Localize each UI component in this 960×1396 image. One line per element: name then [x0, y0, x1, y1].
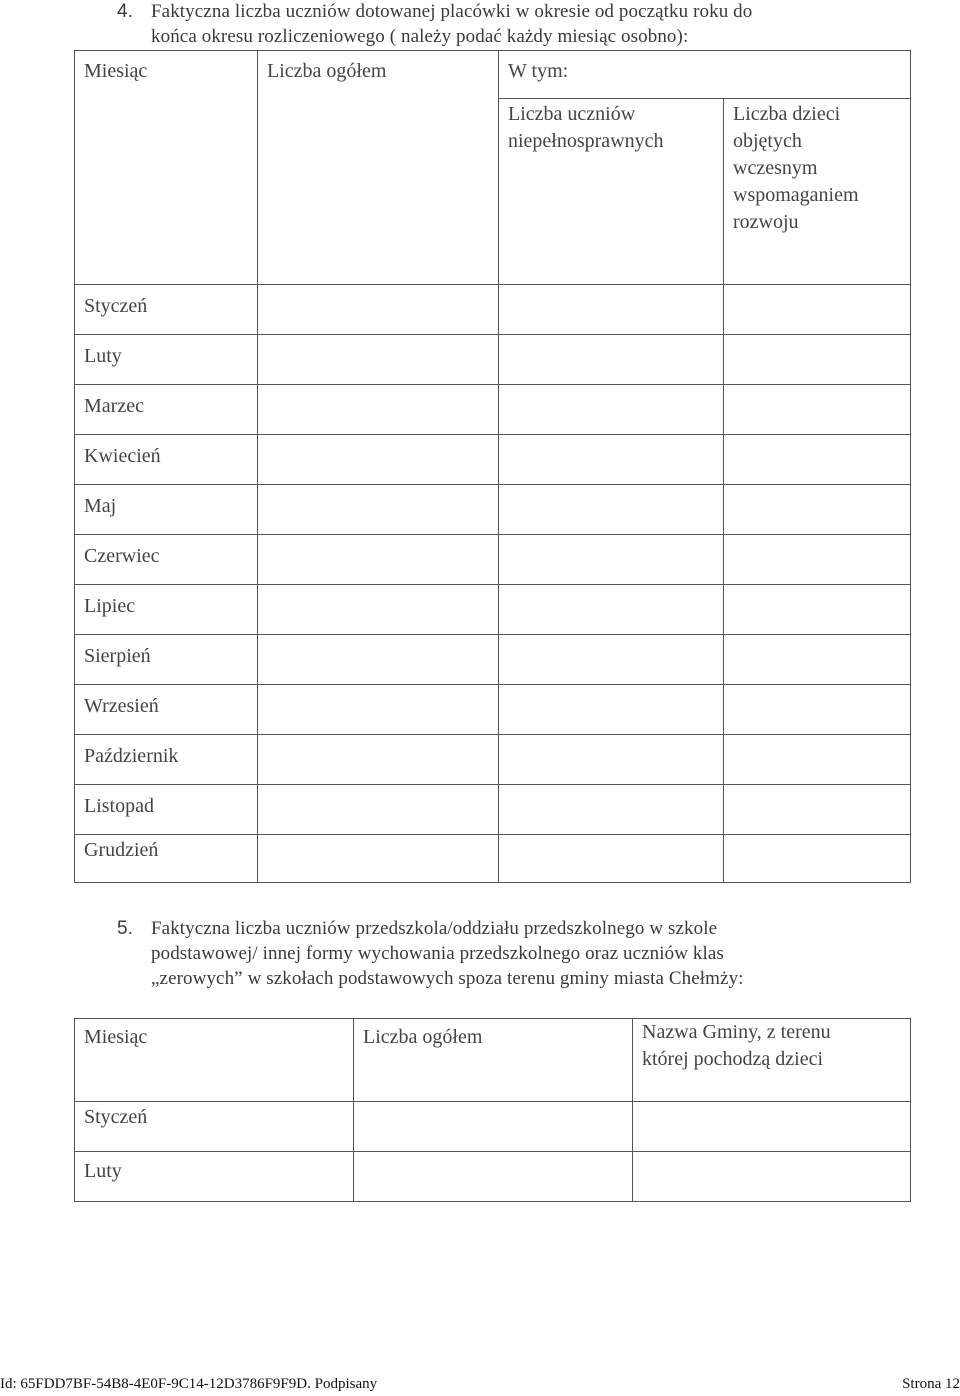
table-row [75, 1152, 911, 1202]
month-label: Wrzesień [84, 695, 159, 717]
total-cell[interactable] [258, 835, 499, 883]
disabled-cell[interactable] [499, 785, 724, 835]
total-cell[interactable] [258, 635, 499, 685]
early-support-cell[interactable] [724, 485, 911, 535]
early-support-cell[interactable] [724, 285, 911, 335]
page-number: Strona 12 [902, 1376, 960, 1392]
total-cell[interactable] [258, 285, 499, 335]
total-cell[interactable] [258, 785, 499, 835]
table-row [75, 535, 911, 585]
section-5-number: 5. [117, 918, 133, 939]
commune-cell[interactable] [633, 1152, 911, 1202]
disabled-cell[interactable] [499, 535, 724, 585]
total-cell[interactable] [258, 485, 499, 535]
early-support-cell[interactable] [724, 735, 911, 785]
section-4-heading-line-1: Faktyczna liczba uczniów dotowanej placówki w okresie od początku roku do [151, 1, 753, 22]
table-row [75, 435, 911, 485]
disabled-cell[interactable] [499, 635, 724, 685]
document-id-footer: Id: 65FDD7BF-54B8-4E0F-9C14-12D3786F9F9D. Podpisany [0, 1376, 378, 1392]
table-row [75, 335, 911, 385]
month-label: Marzec [84, 395, 144, 417]
month-label: Grudzień [84, 839, 159, 861]
month-label: Maj [84, 495, 117, 517]
header-commune: Nazwa Gminy, z terenu której pochodzą dzieci [633, 1019, 911, 1102]
month-label: Luty [84, 1160, 122, 1182]
early-support-cell[interactable] [724, 835, 911, 883]
early-support-cell[interactable] [724, 635, 911, 685]
table-row [75, 685, 911, 735]
header-early-support: Liczba dzieci objętych wczesnym wspomaganiem rozwoju [724, 99, 911, 285]
total-cell[interactable] [258, 735, 499, 785]
disabled-cell[interactable] [499, 435, 724, 485]
table-row [75, 835, 911, 883]
total-cell[interactable] [354, 1102, 633, 1152]
month-label: Październik [84, 745, 179, 767]
early-support-cell[interactable] [724, 535, 911, 585]
section-5-heading-line-3: „zerowych” w szkołach podstawowych spoza terenu gminy miasta Chełmży: [151, 968, 744, 989]
header-total: Liczba ogółem [354, 1019, 633, 1102]
table-row [75, 585, 911, 635]
total-cell[interactable] [258, 435, 499, 485]
header-month-cont [75, 99, 258, 285]
monthly-students-table [74, 50, 911, 883]
section-4-number: 4. [117, 1, 133, 22]
section-5-heading-line-2: podstawowej/ innej formy wychowania przedszkolnego oraz uczniów klas [151, 943, 724, 964]
table-row [75, 485, 911, 535]
early-support-cell[interactable] [724, 385, 911, 435]
disabled-cell[interactable] [499, 335, 724, 385]
table-row [75, 285, 911, 335]
table-row [75, 635, 911, 685]
month-label: Styczeń [84, 295, 148, 317]
month-label: Styczeń [84, 1106, 148, 1128]
section-4-heading-line-2: końca okresu rozliczeniowego ( należy podać każdy miesiąc osobno): [151, 26, 689, 47]
disabled-cell[interactable] [499, 685, 724, 735]
early-support-cell[interactable] [724, 435, 911, 485]
section-5-heading-line-1: Faktyczna liczba uczniów przedszkola/oddziału przedszkolnego w szkole [151, 918, 718, 939]
header-total: Liczba ogółem [258, 51, 499, 99]
disabled-cell[interactable] [499, 585, 724, 635]
commune-cell[interactable] [633, 1102, 911, 1152]
table-row [75, 785, 911, 835]
early-support-cell[interactable] [724, 335, 911, 385]
month-label: Kwiecień [84, 445, 161, 467]
header-disabled-students: Liczba uczniów niepełnosprawnych [499, 99, 724, 285]
total-cell[interactable] [258, 685, 499, 735]
month-label: Luty [84, 345, 122, 367]
total-cell[interactable] [258, 385, 499, 435]
early-support-cell[interactable] [724, 685, 911, 735]
header-month: Miesiąc [75, 1019, 354, 1102]
header-of-which: W tym: [499, 51, 911, 99]
disabled-cell[interactable] [499, 285, 724, 335]
disabled-cell[interactable] [499, 835, 724, 883]
table-row [75, 1102, 911, 1152]
month-label: Lipiec [84, 595, 136, 617]
early-support-cell[interactable] [724, 585, 911, 635]
header-month: Miesiąc [75, 51, 258, 99]
table-row [75, 385, 911, 435]
total-cell[interactable] [258, 535, 499, 585]
total-cell[interactable] [354, 1152, 633, 1202]
table-row [75, 735, 911, 785]
month-label: Listopad [84, 795, 154, 817]
month-label: Sierpień [84, 645, 151, 667]
disabled-cell[interactable] [499, 385, 724, 435]
external-commune-table [74, 1018, 911, 1202]
total-cell[interactable] [258, 335, 499, 385]
total-cell[interactable] [258, 585, 499, 635]
header-total-cont [258, 99, 499, 285]
early-support-cell[interactable] [724, 785, 911, 835]
disabled-cell[interactable] [499, 735, 724, 785]
month-label: Czerwiec [84, 545, 160, 567]
disabled-cell[interactable] [499, 485, 724, 535]
